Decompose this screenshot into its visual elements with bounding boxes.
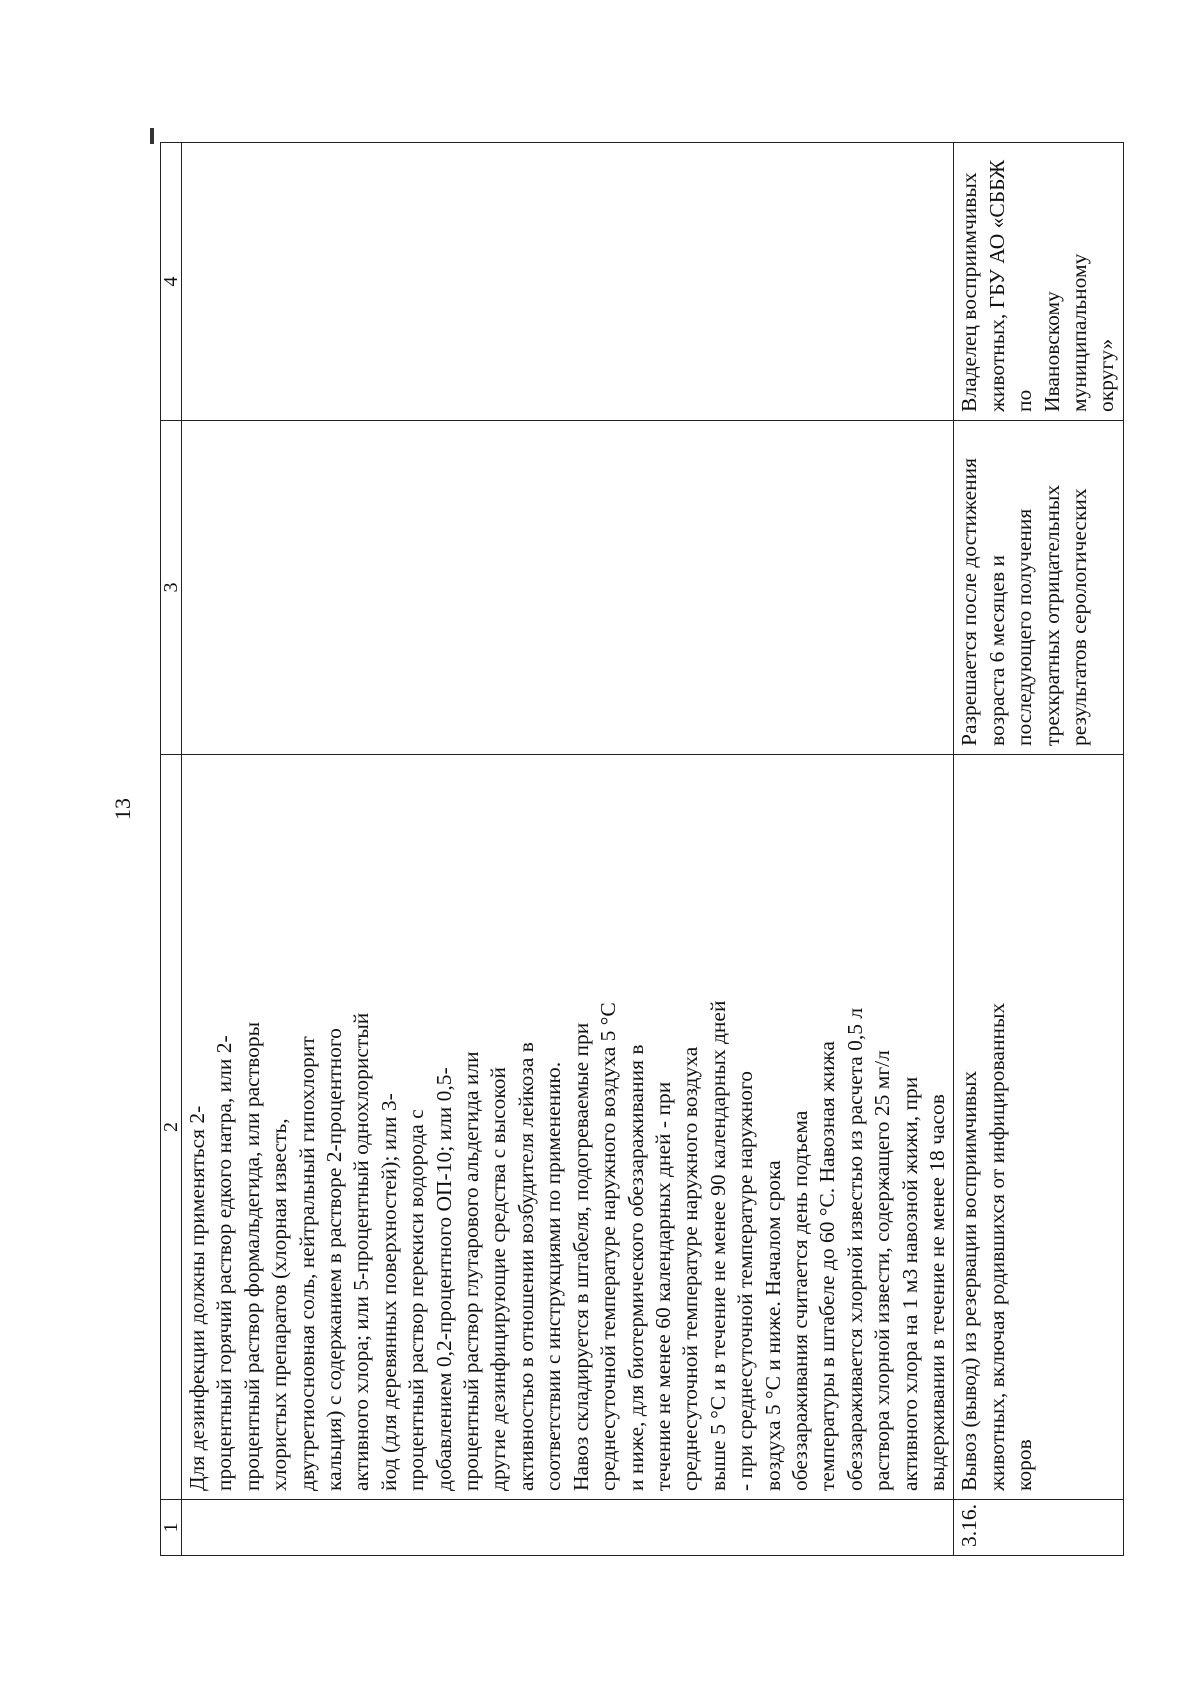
header-col-3: 3	[161, 421, 182, 755]
table-header-row	[161, 143, 182, 1556]
row-number: 3.16.	[954, 1500, 1123, 1556]
header-col-4: 4	[161, 143, 182, 421]
header-col-1: 1	[161, 1500, 182, 1556]
responsible-text	[182, 143, 954, 421]
condition-text: Разрешается после достижения возраста 6 месяцев и последующего получения трехкратных отрицательных результатов серологических	[954, 421, 1123, 755]
condition-text	[182, 421, 954, 755]
table-row	[182, 143, 954, 1556]
responsible-text: Владелец восприимчивых животных, ГБУ АО «СББЖ по Ивановскому муниципальному округу»	[954, 143, 1123, 421]
rotated-page-content	[160, 143, 1119, 1556]
margin-mark	[150, 128, 154, 144]
measures-table	[160, 142, 1124, 1556]
measure-text: Для дезинфекции должны применяться 2- процентный горячий раствор едкого натра, или 2- процентный раствор формальдегида, или растворы хлористых препаратов (хлорная известь, двутретиосновная соль, нейтральный гипохлорит кальция) с содержанием в растворе 2-процентного активного хлора; или 5-процентный однохлористый йод (для деревянных поверхностей); или 3- процентный раствор перекиси водорода с добавлением 0,2-процентного ОП-10; или 0,5- процентный раствор глутарового альдегида или другие дезинфицирующие средства с высокой активностью в отношении возбудителя лейкоза в соответствии с инструкциями по применению. Навоз складируется в штабеля, подогреваемые при среднесуточной температуре наружного воздуха 5 °С и ниже, для биотермического обеззараживания в течение не менее 60 календарных дней - при среднесуточной температуре наружного воздуха выше 5 °С и в течение не менее 90 календарных дней - при среднесуточной температуре наружного воздуха 5 °С и ниже. Началом срока обеззараживания считается день подъема температуры в штабеле до 60 °С. Навозная жижа обеззараживается хлорной известью из расчета 0,5 л раствора хлорной извести, содержащего 25 мг/л активного хлора на 1 м3 навозной жижи, при выдерживании в течение не менее 18 часов	[182, 755, 954, 1500]
measure-text: Вывоз (вывод) из резервации восприимчивых животных, включая родившихся от инфицированных коров	[954, 755, 1123, 1500]
row-number	[182, 1500, 954, 1556]
header-col-2: 2	[161, 755, 182, 1500]
page-number: 13	[110, 798, 135, 820]
table-row	[954, 143, 1123, 1556]
